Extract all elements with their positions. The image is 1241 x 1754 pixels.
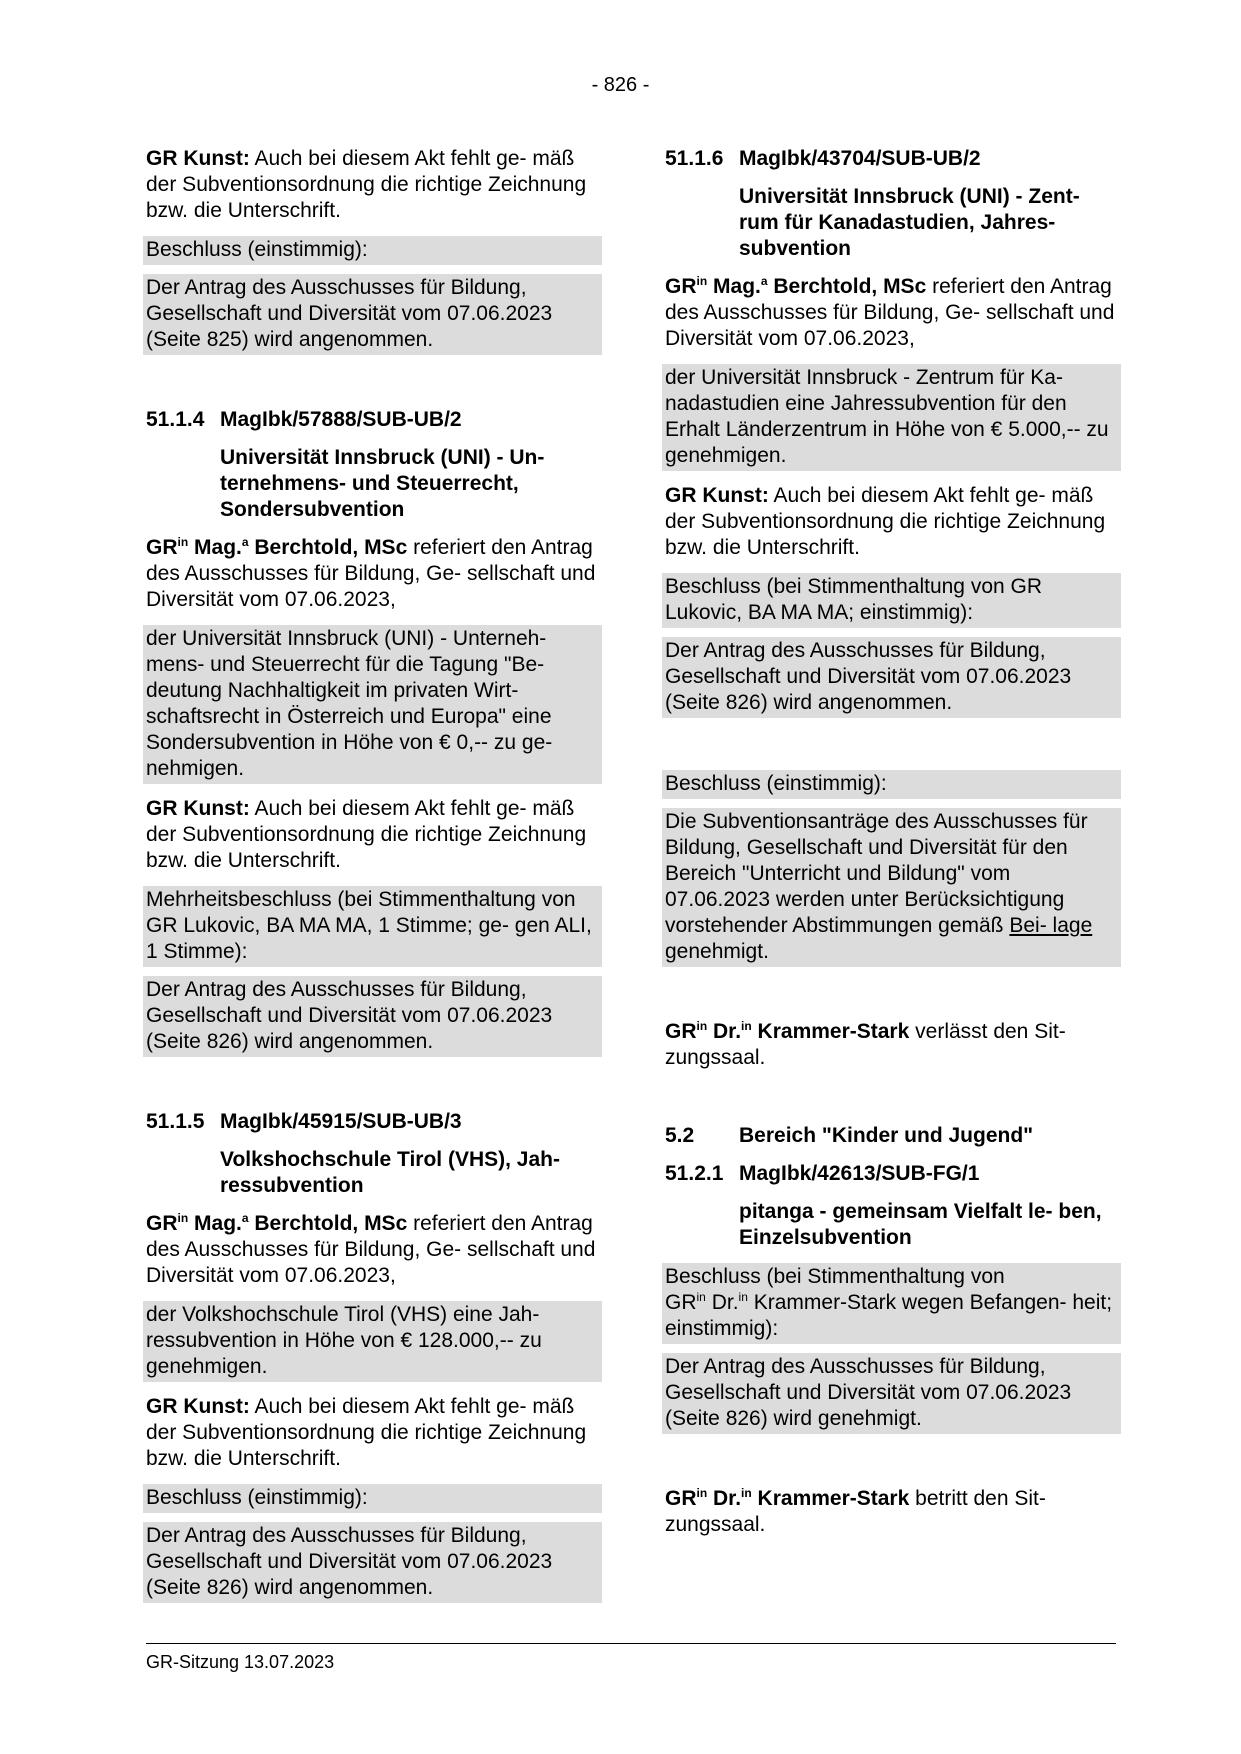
beschluss-label: Beschluss (einstimmig): <box>143 1484 602 1513</box>
section-number: 51.1.4 <box>146 408 205 431</box>
section-title: Bereich "Kinder und Jugend" <box>739 1124 1034 1147</box>
footer: GR-Sitzung 13.07.2023 <box>146 1652 335 1672</box>
section-number: 51.1.6 <box>665 147 724 170</box>
beilage-link[interactable]: Bei- lage <box>1009 914 1093 937</box>
beschluss-label: Beschluss (bei Stimmenthaltung von $GR^{in}$ Dr.$^{in}$ Krammer-Stark wegen Befangen- heit; einstimmig): <box>662 1263 1121 1344</box>
antrag-text: der Volkshochschule Tirol (VHS) eine Jah- ressubvention in Höhe von € 128.000,-- zu genehmigen. <box>143 1301 602 1382</box>
section-heading-51-1-6 <box>665 146 1121 172</box>
beschluss-text: Der Antrag des Ausschusses für Bildung, Gesellschaft und Diversität vom 07.06.2023 (Seite 826) wird angenommen. <box>143 976 602 1057</box>
summary-beschluss-block <box>665 770 1121 967</box>
left-column <box>146 146 602 1615</box>
beschluss-text: Der Antrag des Ausschusses für Bildung, Gesellschaft und Diversität vom 07.06.2023 (Seite 826) wird angenommen. <box>662 637 1121 718</box>
krammer-leaves: $GR^{in}$ Dr.$^{in}$ Krammer-Stark verlässt den Sit- zungssaal. <box>665 1019 1066 1069</box>
right-column <box>665 146 1121 1550</box>
antrag-text: der Universität Innsbruck - Zentrum für Ka- nadastudien eine Jahressubvention für den Erhalt Länderzentrum in Höhe von € 5.000,-- zu genehmigen. <box>662 364 1121 471</box>
kunst-text: Auch bei diesem Akt fehlt ge- mäß der Subventionsordnung die richtige Zeichnung bzw. die Unterschrift. <box>146 147 587 222</box>
summary-text: Die Subventionsanträge des Ausschusses für Bildung, Gesellschaft und Diversität für den Bereich "Unterricht und Bildung" vom 07.06.2023 werden unter Berücksichtigung vorstehender Abstimmungen gemäß Bei- lage genehmigt. <box>662 808 1121 967</box>
beschluss-label: Beschluss (bei Stimmenthaltung von GR Lukovic, BA MA MA; einstimmig): <box>662 573 1121 628</box>
section-title: Volkshochschule Tirol (VHS), Jah- ressubvention <box>220 1148 560 1197</box>
section-code: MagIbk/57888/SUB-UB/2 <box>220 408 462 431</box>
footer-rule <box>146 1643 1116 1644</box>
beschluss-label: Mehrheitsbeschluss (bei Stimmenthaltung von GR Lukovic, BA MA MA, 1 Stimme; ge- gen ALI, 1 Stimme): <box>143 886 602 967</box>
section-heading-51-1-4 <box>146 407 602 433</box>
beschluss-label: Beschluss (einstimmig): <box>662 770 1121 799</box>
beschluss-block <box>146 1484 602 1603</box>
referent-paragraph: $GR^{in}$ Mag.$^a$ Berchtold, MSc referiert den Antrag des Ausschusses für Bildung, Ge- sellschaft und Diversität vom 07.06.2023, <box>665 274 1115 350</box>
section-number: 5.2 <box>665 1124 695 1147</box>
section-code: MagIbk/42613/SUB-FG/1 <box>739 1162 980 1185</box>
section-heading-51-2-1 <box>665 1161 1121 1187</box>
beschluss-label: Beschluss (einstimmig): <box>143 236 602 265</box>
kunst-note: GR Kunst: Auch bei diesem Akt fehlt ge- mäß der Subventionsordnung die richtige Zeichnung bzw. die Unterschrift. <box>665 484 1106 559</box>
referent-paragraph: $GR^{in}$ Mag.$^a$ Berchtold, MSc referiert den Antrag des Ausschusses für Bildung, Ge- sellschaft und Diversität vom 07.06.2023, <box>146 1211 596 1287</box>
speaker-gr-kunst: GR Kunst: <box>146 147 250 170</box>
beschluss-block <box>665 573 1121 718</box>
krammer-returns: $GR^{in}$ Dr.$^{in}$ Krammer-Stark betritt den Sit- zungssaal. <box>665 1486 1046 1536</box>
kunst-note: GR Kunst: Auch bei diesem Akt fehlt ge- mäß der Subventionsordnung die richtige Zeichnung bzw. die Unterschrift. <box>146 1395 587 1470</box>
antrag-text: der Universität Innsbruck (UNI) - Unterneh- mens- und Steuerrecht für die Tagung "Be- deutung Nachhaltigkeit im privaten Wirt- schaftsrecht in Österreich und Europa" eine Sondersubvention in Höhe von € 0,-- zu ge- nehmigen. <box>143 625 602 784</box>
beschluss-block <box>146 236 602 355</box>
section-heading-5-2 <box>665 1123 1121 1149</box>
section-code: MagIbk/45915/SUB-UB/3 <box>220 1110 462 1133</box>
beschluss-text: Der Antrag des Ausschusses für Bildung, Gesellschaft und Diversität vom 07.06.2023 (Seite 826) wird angenommen. <box>143 1522 602 1603</box>
section-title: Universität Innsbruck (UNI) - Un- ternehmens- und Steuerrecht, Sondersubvention <box>220 446 545 521</box>
kunst-note: GR Kunst: Auch bei diesem Akt fehlt ge- mäß der Subventionsordnung die richtige Zeichnung bzw. die Unterschrift. <box>146 797 587 872</box>
section-title: pitanga - gemeinsam Vielfalt le- ben, Einzelsubvention <box>739 1200 1102 1249</box>
page-number: - 826 - <box>591 74 650 96</box>
beschluss-block <box>146 886 602 1057</box>
section-code: MagIbk/43704/SUB-UB/2 <box>739 147 981 170</box>
beschluss-text: Der Antrag des Ausschusses für Bildung, Gesellschaft und Diversität vom 07.06.2023 (Seite 826) wird genehmigt. <box>662 1353 1121 1434</box>
referent-paragraph: $GR^{in}$ Mag.$^a$ Berchtold, MSc referiert den Antrag des Ausschusses für Bildung, Ge- sellschaft und Diversität vom 07.06.2023, <box>146 535 596 611</box>
section-title: Universität Innsbruck (UNI) - Zent- rum für Kanadastudien, Jahres- subvention <box>739 185 1080 260</box>
section-heading-51-1-5 <box>146 1109 602 1135</box>
kunst-note <box>146 146 602 224</box>
beschluss-block <box>665 1263 1121 1434</box>
beschluss-text: Der Antrag des Ausschusses für Bildung, Gesellschaft und Diversität vom 07.06.2023 (Seite 825) wird angenommen. <box>143 274 602 355</box>
section-number: 51.1.5 <box>146 1110 205 1133</box>
section-number: 51.2.1 <box>665 1162 724 1185</box>
